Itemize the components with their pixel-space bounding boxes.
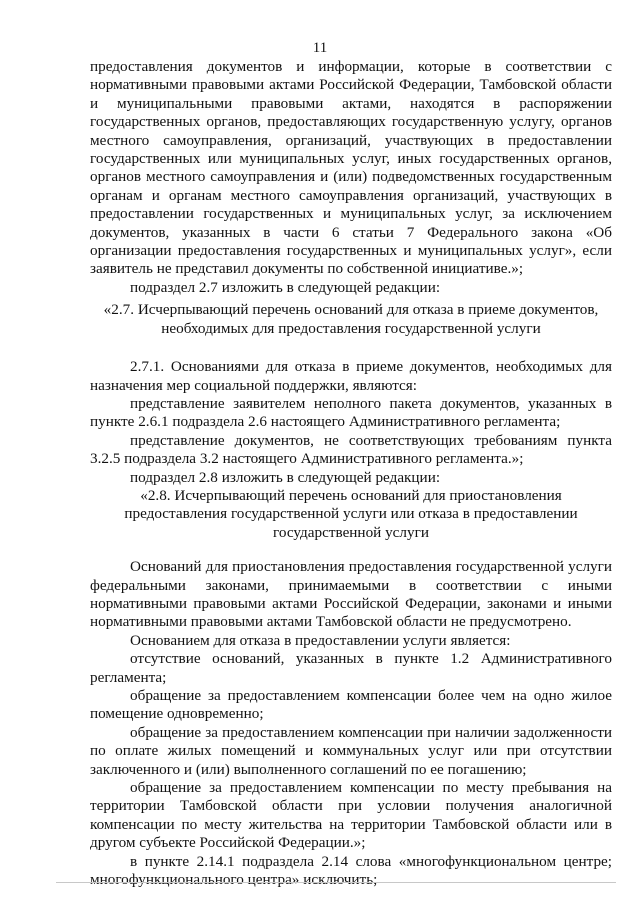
paragraph-incomplete-package: представление заявителем неполного пакета документов, указанных в пункте 2.6.1 подраздела 2.6 настоящего Административного регламента; [90,394,612,431]
paragraph-no-suspension-grounds: Оснований для приостановления предоставления государственной услуги федеральными законами, принимаемыми в соответствии с иными нормативными правовыми актами Российской Федерации, законами и иными нормативными правовыми актами Тамбовской области не предусмотрено. [90,558,612,631]
page-number: 11 [312,40,328,56]
paragraph-refusal-item-3: обращение за предоставлением компенсации при наличии задолженности по оплате жилых помещений и коммунальных услуг или при отсутствии заключенного и (или) выполненного соглашений по ее погашению; [90,723,612,778]
paragraph-refusal-basis: Основанием для отказа в предоставлении услуги является: [130,631,511,649]
paragraph-refusal-item-4: обращение за предоставлением компенсации по месту пребывания на территории Тамбовской области при условии получения аналогичной компенсации по месту жительства на территории Тамбовской области или в другом субъекте Российской Федерации.»; [90,779,612,852]
section-heading-2-7: «2.7. Исчерпывающий перечень оснований для отказа в приеме документов, необходимых для предоставления государственной услуги [103,301,599,337]
paragraph-2-7-1: 2.7.1. Основаниями для отказа в приеме документов, необходимых для назначения мер социальной поддержки, являются: [90,358,612,394]
paragraph-refusal-item-1: отсутствие оснований, указанных в пункте 1.2 Административного регламента; [90,650,612,686]
footer-divider [56,882,616,883]
paragraph-nonconforming-docs: представление документов, не соответствующих требованиям пункта 3.2.5 подраздела 3.2 настоящего Административного регламента.»; [90,431,612,468]
paragraph-continuation: предоставления документов и информации, которые в соответствии с нормативными правовыми актами Российской Федерации, Тамбовской области и муниципальными правовыми актами, находятся в распоряжении государственных органов, предоставляющих государственную услугу, органов местного самоуправления, организаций, участвующих в предоставлении государственных или муниципальных услуг, иных государственных органов, органов местного самоуправления и (или) подведомственных государственным органам и органам местного самоуправления организаций, участвующих в предоставлении государственных и муниципальных услуг, за исключением документов, указанных в части 6 статьи 7 Федерального закона «Об организации предоставления государственных и муниципальных услуг», если заявитель не представил документы по собственной инициативе.»; [90,58,612,278]
paragraph-refusal-item-2: обращение за предоставлением компенсации более чем на одно жилое помещение одновременно; [90,687,612,723]
document-body [90,58,612,889]
paragraph-2-14-1-amendment: в пункте 2.14.1 подраздела 2.14 слова «многофункциональном центре; многофункционального центра» исключить; [90,852,612,889]
paragraph-subsection-2-8-intro: подраздел 2.8 изложить в следующей редакции: [130,468,441,486]
section-heading-2-8: «2.8. Исчерпывающий перечень оснований для приостановления предоставления государственной услуги или отказа в предоставлении государственной услуги [124,486,578,541]
paragraph-subsection-2-7-intro: подраздел 2.7 изложить в следующей редакции: [130,278,441,296]
